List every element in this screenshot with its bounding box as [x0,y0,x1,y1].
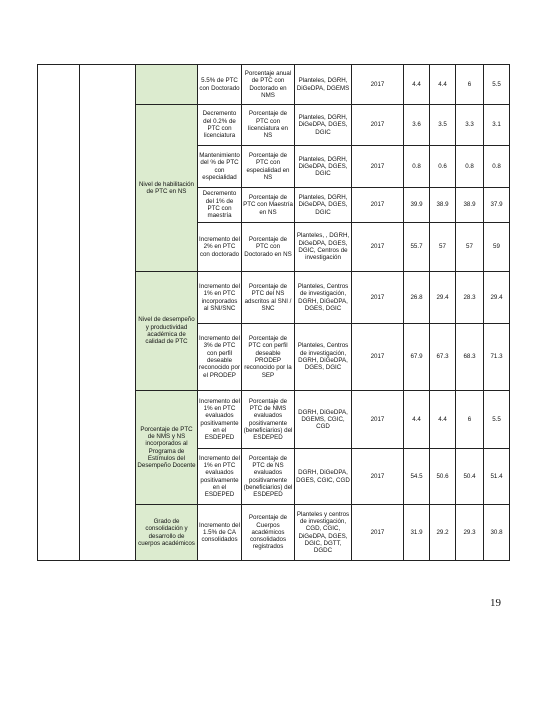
value-cell-4: 59 [484,223,510,272]
value-cell-1: 0.8 [404,146,430,188]
year-cell: 2017 [352,146,404,188]
indicator-cell: Porcentaje anual de PTC con Doctorado en NMS [242,65,295,105]
year-cell: 2017 [352,505,404,561]
value-cell-3: 28.3 [456,272,484,324]
indicator-cell: Porcentaje de Cuerpos académicos consolidados registrados [242,505,295,561]
value-cell-2: 57 [430,223,456,272]
value-cell-2: 4.4 [430,65,456,105]
value-cell-3: 38.9 [456,188,484,223]
meta-cell: Incremento del 1.5% de CA consolidados [198,505,242,561]
indicator-cell: Porcentaje de PTC de NS evaluados positivamente (beneficiarios) del ESDEPED [242,449,295,505]
value-cell-1: 39.9 [404,188,430,223]
value-cell-1: 3.6 [404,105,430,146]
value-cell-4: 30.8 [484,505,510,561]
value-cell-1: 55.7 [404,223,430,272]
year-cell: 2017 [352,105,404,146]
indicator-cell: Porcentaje de PTC de NMS evaluados positivamente (beneficiarios) del ESDEPED [242,391,295,449]
group-estimulos: Porcentaje de PTC de NMS y NS incorporados al Programa de Estímulos del Desempeño Docente [136,391,198,505]
responsible-cell: Planteles, DGRH, DiGeDPA, DGES, DGIC [295,105,352,146]
value-cell-2: 38.9 [430,188,456,223]
value-cell-4: 5.5 [484,391,510,449]
value-cell-2: 3.5 [430,105,456,146]
value-cell-3: 50.4 [456,449,484,505]
value-cell-1: 67.9 [404,324,430,391]
value-cell-3: 68.3 [456,324,484,391]
meta-cell: Incremento del 1% en PTC evaluados positivamente en el ESDEPED [198,449,242,505]
value-cell-2: 0.6 [430,146,456,188]
meta-cell: Decremento del 0.2% de PTC con licenciatura [198,105,242,146]
value-cell-2: 29.4 [430,272,456,324]
year-cell: 2017 [352,223,404,272]
responsible-cell: Planteles, DGRH, DiGeDPA, DGEMS [295,65,352,105]
value-cell-3: 57 [456,223,484,272]
value-cell-2: 29.2 [430,505,456,561]
value-cell-1: 4.4 [404,65,430,105]
responsible-cell: Planteles, DGRH, DiGeDPA, DGES, DGIC [295,188,352,223]
value-cell-1: 54.5 [404,449,430,505]
responsible-cell: Planteles, DGRH, DiGeDPA, DGES, DGIC [295,146,352,188]
meta-cell: Incremento del 1% en PTC incorporados al SNI/SNC [198,272,242,324]
page-number: 19 [490,597,501,609]
value-cell-2: 4.4 [430,391,456,449]
value-cell-2: 67.3 [430,324,456,391]
responsible-cell: Planteles, Centros de investigación, DGRH, DiGeDPA, DGES, DGIC [295,324,352,391]
indicator-cell: Porcentaje de PTC con Maestría en NS [242,188,295,223]
value-cell-3: 0.8 [456,146,484,188]
meta-cell: 5.5% de PTC con Doctorado [198,65,242,105]
table-row [38,65,510,105]
group-desempeno: Nivel de desempeño y productividad académica de calidad de PTC [136,272,198,391]
responsible-cell: Planteles, , DGRH, DiGeDPA, DGES, DGIC, Centros de investigación [295,223,352,272]
value-cell-1: 26.8 [404,272,430,324]
value-cell-2: 50.6 [430,449,456,505]
indicator-cell: Porcentaje de PTC con Doctorado en NS [242,223,295,272]
year-cell: 2017 [352,272,404,324]
indicator-cell: Porcentaje de PTC con especialidad en NS [242,146,295,188]
year-cell: 2017 [352,449,404,505]
value-cell-1: 4.4 [404,391,430,449]
value-cell-3: 6 [456,65,484,105]
responsible-cell: Planteles, Centros de investigación, DGRH, DiGeDPA, DGES, DGIC [295,272,352,324]
value-cell-4: 51.4 [484,449,510,505]
meta-cell: Incremento del 1% en PTC evaluados positivamente en el ESDEPED [198,391,242,449]
responsible-cell: DGRH, DiGeDPA, DGES, CGIC, CGD [295,449,352,505]
value-cell-4: 29.4 [484,272,510,324]
blank-column-1 [38,65,80,561]
value-cell-4: 3.1 [484,105,510,146]
meta-cell: Decremento del 1% de PTC con maestría [198,188,242,223]
responsible-cell: DGRH, DiGeDPA, DGEMS, CGIC, CGD [295,391,352,449]
value-cell-3: 6 [456,391,484,449]
indicators-table [37,64,510,561]
group-consolidacion: Grado de consolidación y desarrollo de cuerpos académicos [136,505,198,561]
value-cell-3: 29.3 [456,505,484,561]
meta-cell: Incremento del 2% en PTC con doctorado [198,223,242,272]
value-cell-3: 3.3 [456,105,484,146]
indicator-cell: Porcentaje de PTC del NS adscritos al SNI / SNC [242,272,295,324]
group-empty-cell [136,65,198,105]
value-cell-4: 5.5 [484,65,510,105]
meta-cell: Mantenimiento del % de PTC con especialidad [198,146,242,188]
responsible-cell: Planteles y centros de investigación, CGD, CGIC, DiGeDPA, DGES, DGIC, DGTT, DGDC [295,505,352,561]
year-cell: 2017 [352,188,404,223]
value-cell-1: 31.9 [404,505,430,561]
year-cell: 2017 [352,391,404,449]
meta-cell: Incremento del 3% de PTC con perfil deseable reconocido por el PRODEP [198,324,242,391]
indicator-cell: Porcentaje de PTC con licenciatura en NS [242,105,295,146]
value-cell-4: 71.3 [484,324,510,391]
blank-column-2 [80,65,136,561]
value-cell-4: 37.9 [484,188,510,223]
value-cell-4: 0.8 [484,146,510,188]
indicator-cell: Porcentaje de PTC con perfil deseable PRODEP reconocido por la SEP [242,324,295,391]
year-cell: 2017 [352,65,404,105]
group-habilitacion: Nivel de habilitación de PTC en NS [136,105,198,272]
year-cell: 2017 [352,324,404,391]
